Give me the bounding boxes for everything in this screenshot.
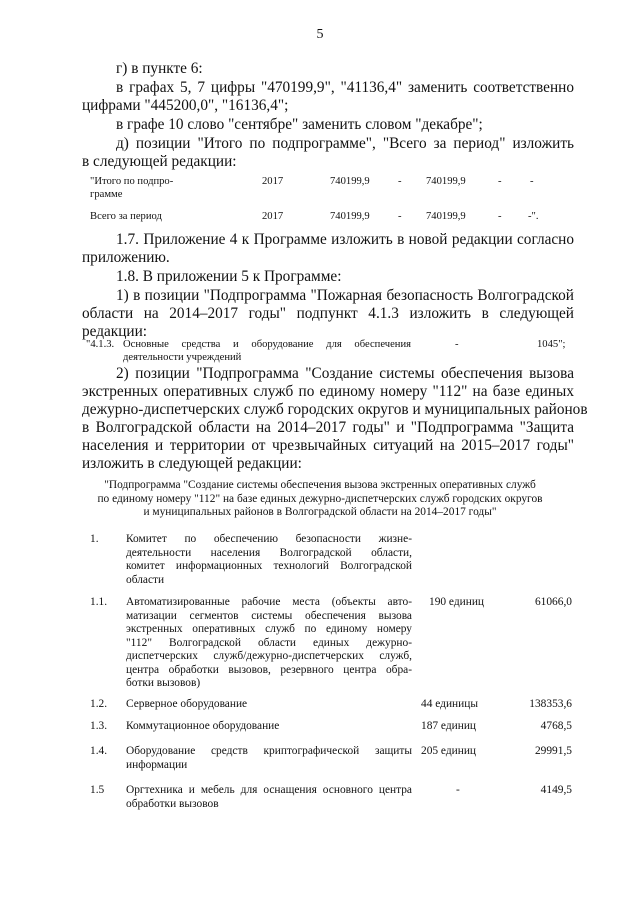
row-text: Серверное оборудование [126, 698, 248, 710]
row-value-2: 740199,9 [426, 211, 466, 222]
para-1-8-2: 2) позиции "Подпрограмма "Создание системы обеспечения вызова экстренных оперативных служб по единому номеру "112" на базе единых дежурно-диспетчерских служб городских округов и муниципальных районов в Волгоградской области на 2014–2017 годы" и "Подпрограмма "Защита населения и территории от чрезвычайных ситуаций на 2015–2017 годы" изложить в следующей редакции: [82, 365, 588, 472]
row-sum: 1045"; [537, 339, 566, 350]
row-text: Оргтехника и мебель для оснащения основного центра обработки вызовов [126, 784, 412, 810]
row-value-2: 740199,9 [426, 176, 466, 187]
row-sum: 4768,5 [540, 720, 572, 732]
row-quantity: 187 единиц [421, 720, 477, 732]
para-1-8: 1.8. В приложении 5 к Программе: [116, 268, 342, 285]
row-quantity: - [455, 339, 459, 350]
para-1-7: 1.7. Приложение 4 к Программе изложить в новой редакции согласно приложению. [82, 231, 574, 266]
row-dash-1: - [398, 211, 402, 222]
row-value-1: 740199,9 [330, 176, 370, 187]
row-value-1: 740199,9 [330, 211, 370, 222]
row-year: 2017 [262, 176, 284, 187]
subprogram-heading: "Подпрограмма "Создание системы обеспечения вызова экстренных оперативных служб по единому номеру "112" на базе единых дежурно-диспетчерских служб городских округов и муниципальных районов в Волгоградской области на 2014–2017 годы" [97, 479, 543, 518]
row-dash-3: -". [528, 211, 539, 222]
row-number: 1.3. [90, 720, 108, 732]
row-sum: 61066,0 [534, 596, 572, 608]
row-text: Автоматизированные рабочие места (объекты авто- матизации сегментов системы обеспечения вызова экстренных оперативных служб по единому номеру "112" Волгоградской области единых дежурно- диспетчерских служб/дежурно-диспетчерских служб, центра обработки вызовов, резервного центра обра- ботки вызовов) [126, 596, 412, 689]
row-dash-2: - [498, 176, 502, 187]
row-dash-1: - [398, 176, 402, 187]
row-sum: 4149,5 [540, 784, 572, 796]
row-text: Коммутационное оборудование [126, 720, 280, 732]
row-number: 1.4. [90, 745, 108, 757]
para-item-g: г) в пункте 6: [116, 60, 203, 77]
row-dash-3: - [530, 176, 534, 187]
row-text: Основные средства и оборудование для обеспечения деятельности учреждений [123, 339, 411, 363]
page-number: 5 [316, 27, 324, 42]
para-1-8-1: 1) в позиции "Подпрограмма "Пожарная безопасность Волгоградской области на 2014–2017 годы" подпункт 4.1.3 изложить в следующей редакции: [82, 287, 574, 340]
para-item-d: д) позиции "Итого по подпрограмме", "Всего за период" изложить в следующей редакции: [82, 135, 574, 170]
row-sum: 29991,5 [534, 745, 572, 757]
row-number: 1. [90, 533, 99, 545]
row-quantity: 44 единицы [421, 698, 478, 710]
row-text: Оборудование средств криптографической защиты информации [126, 745, 412, 771]
row-quantity: 205 единиц [421, 745, 477, 757]
row-label: "Итого по подпро- грамме [90, 176, 174, 200]
row-label: Всего за период [90, 211, 162, 222]
row-quantity: 190 единиц [429, 596, 485, 608]
row-quantity: - [456, 784, 460, 796]
row-sum: 138353,6 [529, 698, 572, 710]
para-item-g-columns: в графах 5, 7 цифры "470199,9", "41136,4" заменить соответственно цифрами "445200,0", "16136,4"; [82, 79, 574, 114]
row-text: Комитет по обеспечению безопасности жизне- деятельности населения Волгоградской области, комитет информационных технологий Волгоградской области [126, 533, 412, 586]
row-number: 1.1. [90, 596, 108, 608]
row-number: "4.1.3. [86, 339, 115, 350]
para-item-g-column10: в графе 10 слово "сентябре" заменить словом "декабре"; [116, 116, 483, 133]
row-number: 1.2. [90, 698, 108, 710]
row-year: 2017 [262, 211, 284, 222]
row-dash-2: - [498, 211, 502, 222]
row-number: 1.5 [90, 784, 105, 796]
